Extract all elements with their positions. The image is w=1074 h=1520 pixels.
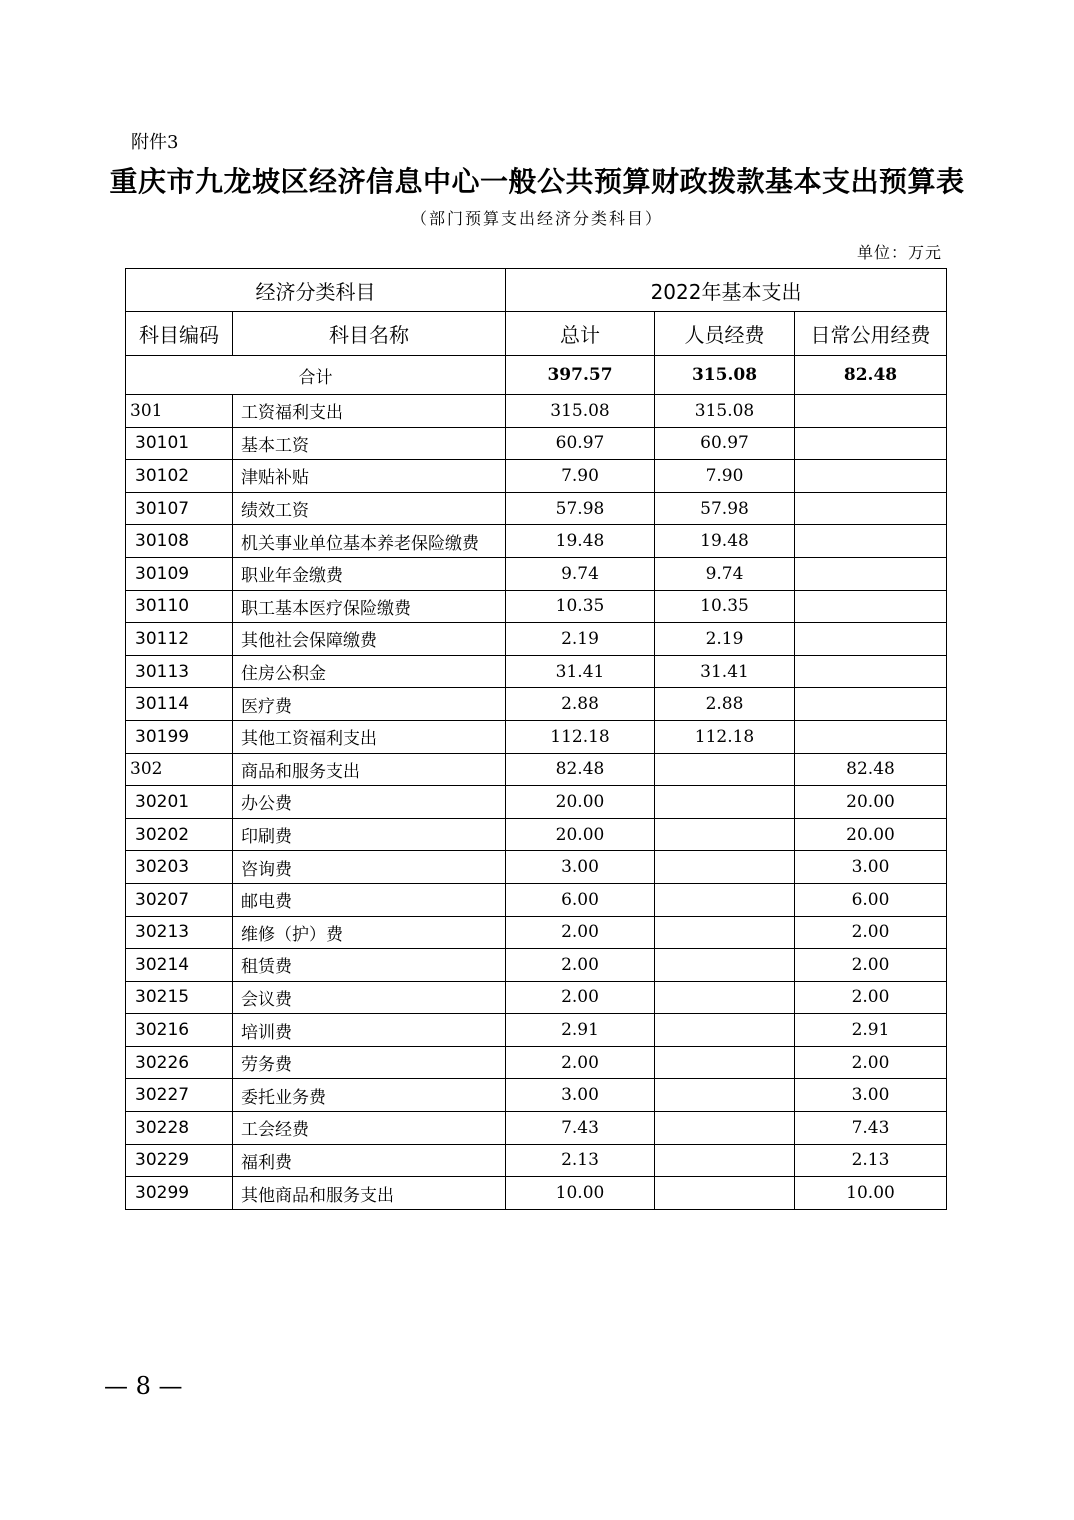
cell-personnel	[655, 1046, 795, 1079]
cell-code: 30226	[126, 1046, 233, 1079]
cell-total: 20.00	[506, 786, 655, 819]
cell-name: 印刷费	[233, 818, 506, 851]
cell-total: 2.00	[506, 981, 655, 1014]
cell-personnel: 57.98	[655, 492, 795, 525]
cell-total: 2.19	[506, 623, 655, 656]
cell-code: 30109	[126, 557, 233, 590]
cell-total: 60.97	[506, 427, 655, 460]
unit-label: 单位：万元	[856, 243, 942, 262]
table-row	[126, 623, 947, 656]
cell-public: 2.00	[795, 1046, 947, 1079]
table-row	[126, 786, 947, 819]
cell-public	[795, 525, 947, 558]
table-row	[126, 655, 947, 688]
cell-name: 住房公积金	[233, 655, 506, 688]
table-row	[126, 688, 947, 721]
cell-total: 2.88	[506, 688, 655, 721]
cell-personnel	[655, 916, 795, 949]
total-row	[126, 356, 947, 395]
cell-name: 会议费	[233, 981, 506, 1014]
cell-public	[795, 623, 947, 656]
cell-public	[795, 492, 947, 525]
cell-public	[795, 688, 947, 721]
table-row	[126, 720, 947, 753]
total-label: 合计	[126, 356, 506, 395]
cell-name: 医疗费	[233, 688, 506, 721]
table-row	[126, 981, 947, 1014]
cell-code: 30113	[126, 655, 233, 688]
header-row-group	[126, 269, 947, 312]
cell-personnel	[655, 851, 795, 884]
cell-personnel	[655, 1177, 795, 1210]
cell-code: 30229	[126, 1144, 233, 1177]
cell-total: 10.00	[506, 1177, 655, 1210]
cell-total: 112.18	[506, 720, 655, 753]
cell-code: 30213	[126, 916, 233, 949]
table-row	[126, 395, 947, 428]
cell-personnel	[655, 883, 795, 916]
cell-public	[795, 427, 947, 460]
table-row	[126, 851, 947, 884]
cell-total: 3.00	[506, 1079, 655, 1112]
cell-code: 30101	[126, 427, 233, 460]
cell-code: 30228	[126, 1112, 233, 1145]
header-economic-category: 经济分类科目	[126, 269, 506, 312]
total-personnel: 315.08	[655, 356, 795, 395]
cell-public	[795, 655, 947, 688]
cell-total: 3.00	[506, 851, 655, 884]
cell-public: 3.00	[795, 1079, 947, 1112]
table-row	[126, 949, 947, 982]
cell-name: 委托业务费	[233, 1079, 506, 1112]
cell-public	[795, 460, 947, 493]
cell-personnel: 19.48	[655, 525, 795, 558]
cell-name: 其他工资福利支出	[233, 720, 506, 753]
cell-public: 2.00	[795, 981, 947, 1014]
cell-public	[795, 590, 947, 623]
cell-code: 30215	[126, 981, 233, 1014]
cell-name: 邮电费	[233, 883, 506, 916]
cell-code: 30207	[126, 883, 233, 916]
cell-public: 2.13	[795, 1144, 947, 1177]
cell-code: 30107	[126, 492, 233, 525]
cell-total: 20.00	[506, 818, 655, 851]
cell-code: 30203	[126, 851, 233, 884]
page-title: 重庆市九龙坡区经济信息中心一般公共预算财政拨款基本支出预算表	[109, 165, 965, 198]
table-row	[126, 1177, 947, 1210]
cell-public	[795, 557, 947, 590]
header-name: 科目名称	[233, 312, 506, 356]
cell-total: 82.48	[506, 753, 655, 786]
cell-code: 30114	[126, 688, 233, 721]
cell-name: 咨询费	[233, 851, 506, 884]
budget-table	[125, 268, 947, 1210]
cell-personnel: 2.88	[655, 688, 795, 721]
cell-name: 工资福利支出	[233, 395, 506, 428]
cell-public: 2.00	[795, 916, 947, 949]
attachment-label: 附件3	[131, 132, 179, 153]
cell-personnel: 9.74	[655, 557, 795, 590]
cell-total: 57.98	[506, 492, 655, 525]
header-basic-expenditure: 2022年基本支出	[506, 269, 947, 312]
cell-total: 2.13	[506, 1144, 655, 1177]
cell-code: 30112	[126, 623, 233, 656]
cell-name: 商品和服务支出	[233, 753, 506, 786]
table-row	[126, 1144, 947, 1177]
cell-total: 2.91	[506, 1014, 655, 1047]
cell-total: 6.00	[506, 883, 655, 916]
cell-name: 办公费	[233, 786, 506, 819]
cell-code: 301	[126, 395, 233, 428]
cell-public: 20.00	[795, 786, 947, 819]
cell-public: 6.00	[795, 883, 947, 916]
cell-name: 绩效工资	[233, 492, 506, 525]
cell-personnel: 112.18	[655, 720, 795, 753]
cell-total: 7.43	[506, 1112, 655, 1145]
cell-personnel: 31.41	[655, 655, 795, 688]
cell-personnel	[655, 753, 795, 786]
cell-personnel	[655, 981, 795, 1014]
table-row	[126, 1046, 947, 1079]
cell-code: 30202	[126, 818, 233, 851]
cell-name: 其他社会保障缴费	[233, 623, 506, 656]
cell-personnel: 7.90	[655, 460, 795, 493]
table-row	[126, 1112, 947, 1145]
cell-total: 9.74	[506, 557, 655, 590]
table-row	[126, 753, 947, 786]
cell-total: 315.08	[506, 395, 655, 428]
cell-code: 30214	[126, 949, 233, 982]
cell-public: 7.43	[795, 1112, 947, 1145]
cell-name: 工会经费	[233, 1112, 506, 1145]
table-row	[126, 492, 947, 525]
cell-total: 31.41	[506, 655, 655, 688]
cell-personnel: 2.19	[655, 623, 795, 656]
cell-personnel	[655, 949, 795, 982]
cell-code: 30110	[126, 590, 233, 623]
table-row	[126, 427, 947, 460]
header-total: 总计	[506, 312, 655, 356]
cell-code: 30102	[126, 460, 233, 493]
table-row	[126, 818, 947, 851]
cell-total: 2.00	[506, 916, 655, 949]
table-row	[126, 557, 947, 590]
cell-personnel: 315.08	[655, 395, 795, 428]
cell-public	[795, 720, 947, 753]
cell-public: 20.00	[795, 818, 947, 851]
cell-personnel	[655, 1112, 795, 1145]
cell-personnel	[655, 1079, 795, 1112]
cell-code: 30227	[126, 1079, 233, 1112]
cell-name: 其他商品和服务支出	[233, 1177, 506, 1210]
page-number: — 8 —	[104, 1372, 183, 1400]
cell-name: 租赁费	[233, 949, 506, 982]
cell-code: 30201	[126, 786, 233, 819]
cell-name: 津贴补贴	[233, 460, 506, 493]
table-row	[126, 1014, 947, 1047]
cell-total: 2.00	[506, 949, 655, 982]
cell-name: 职工基本医疗保险缴费	[233, 590, 506, 623]
table-row	[126, 525, 947, 558]
table-row	[126, 883, 947, 916]
cell-public: 10.00	[795, 1177, 947, 1210]
cell-personnel	[655, 1144, 795, 1177]
cell-personnel: 10.35	[655, 590, 795, 623]
cell-name: 维修（护）费	[233, 916, 506, 949]
cell-name: 培训费	[233, 1014, 506, 1047]
table-row	[126, 916, 947, 949]
header-row-columns	[126, 312, 947, 356]
cell-name: 职业年金缴费	[233, 557, 506, 590]
cell-personnel	[655, 786, 795, 819]
cell-public	[795, 395, 947, 428]
cell-name: 福利费	[233, 1144, 506, 1177]
cell-total: 7.90	[506, 460, 655, 493]
header-personnel: 人员经费	[655, 312, 795, 356]
table-row	[126, 460, 947, 493]
table-row	[126, 1079, 947, 1112]
cell-code: 30108	[126, 525, 233, 558]
cell-code: 30199	[126, 720, 233, 753]
cell-total: 19.48	[506, 525, 655, 558]
cell-public: 82.48	[795, 753, 947, 786]
cell-personnel	[655, 1014, 795, 1047]
cell-public: 2.91	[795, 1014, 947, 1047]
cell-code: 30216	[126, 1014, 233, 1047]
cell-code: 30299	[126, 1177, 233, 1210]
table-row	[126, 590, 947, 623]
cell-name: 机关事业单位基本养老保险缴费	[233, 525, 506, 558]
header-public: 日常公用经费	[795, 312, 947, 356]
total-total: 397.57	[506, 356, 655, 395]
cell-name: 基本工资	[233, 427, 506, 460]
cell-total: 10.35	[506, 590, 655, 623]
cell-personnel	[655, 818, 795, 851]
cell-public: 3.00	[795, 851, 947, 884]
header-code: 科目编码	[126, 312, 233, 356]
total-public: 82.48	[795, 356, 947, 395]
cell-public: 2.00	[795, 949, 947, 982]
cell-code: 302	[126, 753, 233, 786]
cell-total: 2.00	[506, 1046, 655, 1079]
cell-personnel: 60.97	[655, 427, 795, 460]
page-subtitle: （部门预算支出经济分类科目）	[410, 209, 663, 228]
cell-name: 劳务费	[233, 1046, 506, 1079]
